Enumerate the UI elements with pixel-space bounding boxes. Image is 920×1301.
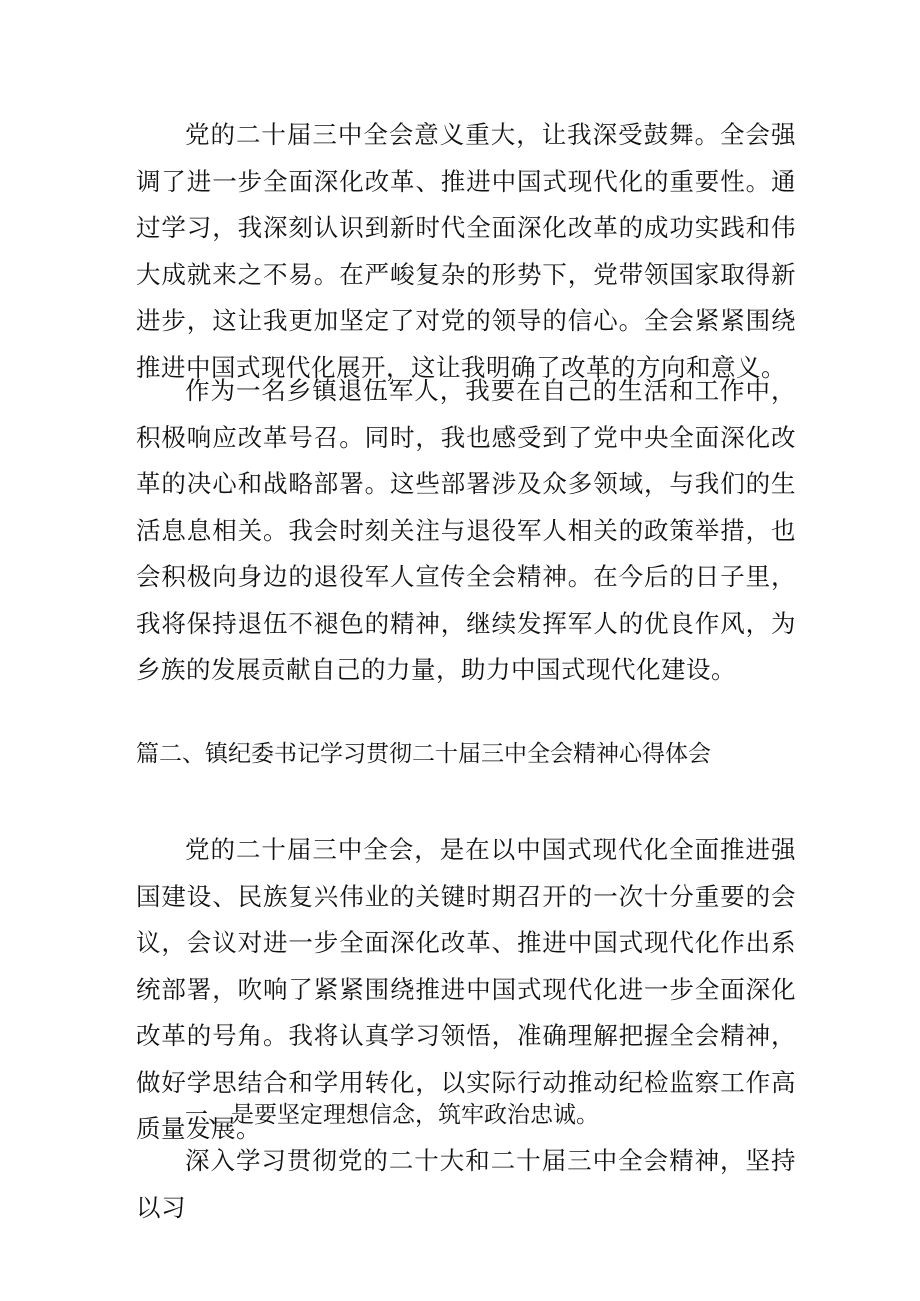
- section-heading: 篇二、镇纪委书记学习贯彻二十届三中全会精神心得体会: [136, 741, 711, 767]
- body-paragraph-2: 作为一名乡镇退伍军人，我要在自己的生活和工作中，积极响应改革号召。同时，我也感受到了党中央全面深化改革的决心和战略部署。这些部署涉及众多领域，与我们的生活息息相关。我会时刻关注与退役军人相关的政策举措，也会积极向身边的退役军人宣传全会精神。在今后的日子里，我将保持退伍不褪色的精神，继续发挥军人的优良作风，为乡族的发展贡献自己的力量，助力中国式现代化建设。: [136, 376, 796, 684]
- body-paragraph-1: 党的二十届三中全会意义重大，让我深受鼓舞。全会强调了进一步全面深化改革、推进中国式现代化的重要性。通过学习，我深刻认识到新时代全面深化改革的成功实践和伟大成就来之不易。在严峻复杂的形势下，党带领国家取得新进步，这让我更加坚定了对党的领导的信心。全会紧紧围绕推进中国式现代化展开，这让我明确了改革的方向和意义。: [136, 120, 796, 382]
- body-paragraph-4: 深入学习贯彻党的二十大和二十届三中全会精神，坚持以习: [136, 1146, 796, 1222]
- body-paragraph-3: 党的二十届三中全会，是在以中国式现代化全面推进强国建设、民族复兴伟业的关键时期召开的一次十分重要的会议，会议对进一步全面深化改革、推进中国式现代化作出系统部署，吹响了紧紧围绕推进中国式现代化进一步全面深化改革的号角。我将认真学习领悟，准确理解把握全会精神，做好学思结合和学用转化，以实际行动推动纪检监察工作高质量发展。: [136, 835, 796, 1143]
- subsection-heading: 一、是要坚定理想信念，筑牢政治忠诚。: [185, 1102, 599, 1128]
